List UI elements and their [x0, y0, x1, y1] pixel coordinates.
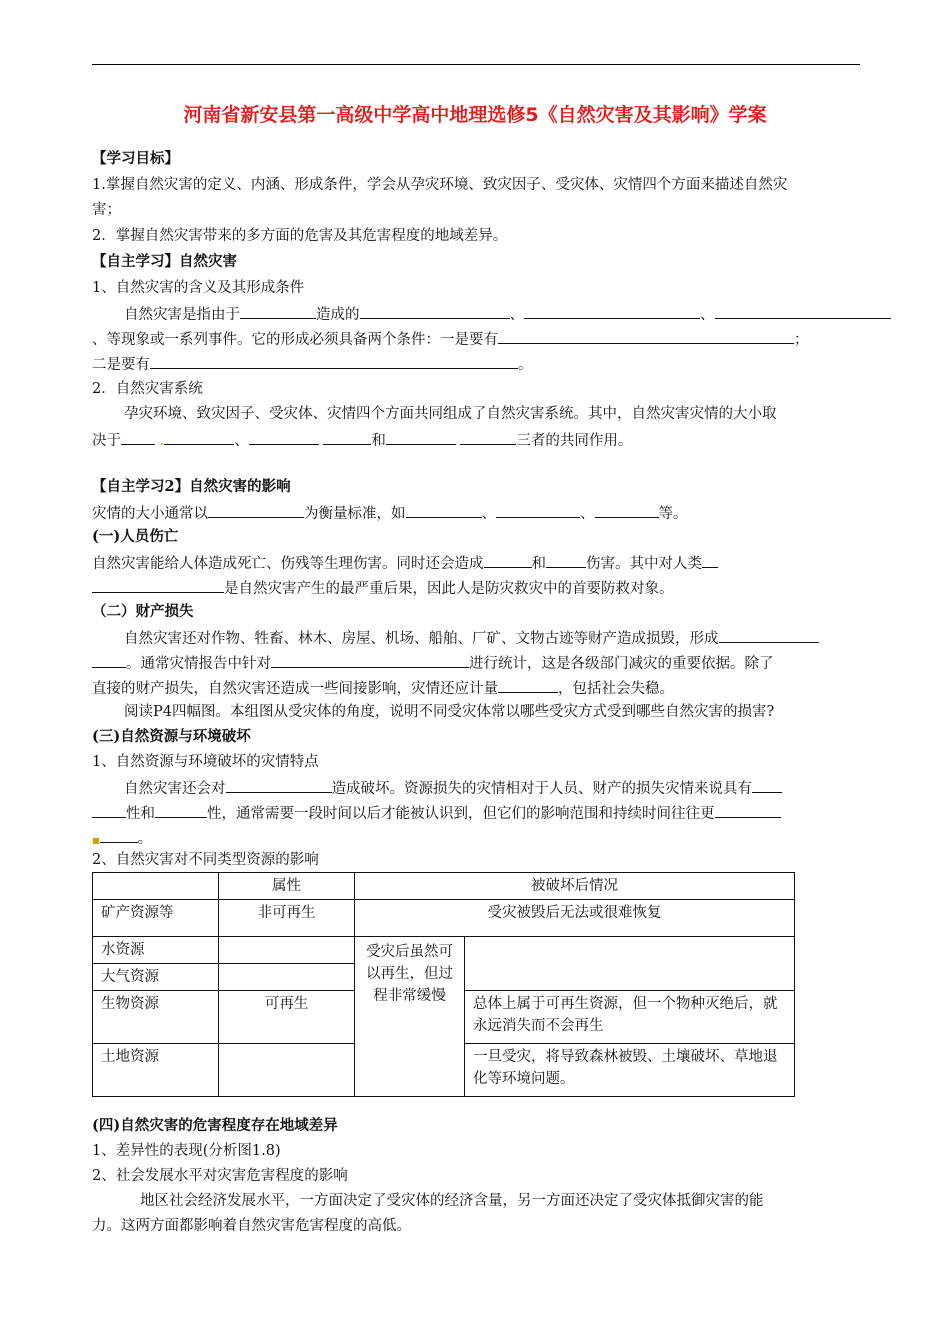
resource-impact-table	[92, 872, 795, 1097]
table-cell: 总体上属于可再生资源，但一个物种灭绝后，就永远消失而不会再生	[465, 991, 795, 1044]
table-cell	[219, 1044, 355, 1097]
section-goals-heading: 【学习目标】	[92, 150, 179, 167]
resource-paragraph-2: 性和 性，通常需要一段时间以后才能被认识到，但它们的影响范围和持续时间往往更	[92, 803, 781, 823]
section-self-study-2: 【自主学习2】自然灾害的影响	[92, 478, 291, 495]
table-cell: 矿产资源等	[93, 900, 219, 937]
table-cell-merged: 受灾后虽然可以再生，但过程非常缓慢	[355, 937, 465, 1097]
s1-item-1: 1、自然灾害的含义及其形成条件	[92, 280, 305, 296]
people-paragraph-2: 是自然灾害产生的最严重后果，因此人是防灾救灾中的首要防救对象。	[92, 578, 674, 598]
region-paragraph-1: 地区社会经济发展水平，一方面决定了受灾体的经济含量，另一方面还决定了受灾体抵御灾害的能	[140, 1193, 764, 1209]
table-cell: 受灾被毁后无法或很难恢复	[355, 900, 795, 937]
region-item-2: 2、社会发展水平对灾害危害程度的影响	[92, 1168, 348, 1184]
property-paragraph-2: 。通常灾情报告中针对 进行统计，这是各级部门减灾的重要依据。除了	[92, 653, 774, 673]
table-cell: 土地资源	[93, 1044, 219, 1097]
s1-paragraph-1: 自然灾害是指由于 造成的 、 、	[124, 304, 891, 324]
resource-paragraph-3: ■ 。	[92, 828, 152, 850]
resource-item-1: 1、自然资源与环境破坏的灾情特点	[92, 754, 319, 770]
s1-paragraph-3: 二是要有 。	[92, 354, 533, 374]
s1-paragraph-2: 、等现象或一系列事件。它的形成必须具备两个条件：一是要有 ；	[92, 329, 809, 349]
region-paragraph-2: 力。这两方面都影响着自然灾害危害程度的高低。	[92, 1218, 411, 1234]
table-cell	[465, 937, 795, 991]
heading-people: (一)人员伤亡	[92, 528, 179, 545]
goal-1-line-1: 1.掌握自然灾害的定义、内涵、形成条件，学会从孕灾环境、致灾因子、受灾体、灾情四个方面来描述自然灾	[92, 177, 788, 193]
region-item-1: 1、差异性的表现(分析图1.8)	[92, 1143, 281, 1159]
resource-item-2: 2、自然灾害对不同类型资源的影响	[92, 852, 319, 868]
property-paragraph-3: 直接的财产损失，自然灾害还造成一些间接影响，灾情还应计量 ，包括社会失稳。	[92, 678, 674, 698]
table-header-after: 被破坏后情况	[355, 873, 795, 900]
page-title: 河南省新安县第一高级中学高中地理选修5《自然灾害及其影响》学案	[183, 104, 767, 126]
table-cell: 生物资源	[93, 991, 219, 1044]
resource-paragraph-1: 自然灾害还会对 造成破坏。资源损失的灾情相对于人员、财产的损失灾情来说具有	[124, 778, 782, 798]
s1-item-2: 2．自然灾害系统	[92, 381, 203, 397]
property-paragraph-1: 自然灾害还对作物、牲畜、林木、房屋、机场、船舶、厂矿、文物古迹等财产造成损毁，形成	[124, 628, 819, 648]
s2-paragraph-1: 灾情的大小通常以 为衡量标准，如 、 、 等。	[92, 503, 688, 523]
table-cell	[219, 937, 355, 964]
section-self-study-1: 【自主学习】自然灾害	[92, 253, 237, 270]
heading-resource: (三)自然资源与环境破坏	[92, 728, 251, 745]
table-cell: 非可再生	[219, 900, 355, 937]
table-cell	[93, 873, 219, 900]
heading-region: (四)自然灾害的危害程度存在地域差异	[92, 1117, 338, 1134]
heading-property: （二）财产损失	[92, 603, 194, 620]
table-row	[93, 937, 795, 964]
property-paragraph-4: 阅读P4四幅图。本组图从受灾体的角度，说明不同受灾体常以哪些受灾方式受到哪些自然灾害的损害?	[124, 704, 775, 720]
table-cell	[219, 964, 355, 991]
goal-2: 2．掌握自然灾害带来的多方面的危害及其危害程度的地域差异。	[92, 228, 508, 244]
people-paragraph-1: 自然灾害能给人体造成死亡、伤残等生理伤害。同时还会造成 和 伤害。其中对人类	[92, 553, 718, 573]
table-cell: 水资源	[93, 937, 219, 964]
s1-2-paragraph-1: 孕灾环境、致灾因子、受灾体、灾情四个方面共同组成了自然灾害系统。其中，自然灾害灾情的大小取	[124, 406, 777, 422]
table-cell: 一旦受灾，将导致森林被毁、土壤破坏、草地退化等环境问题。	[465, 1044, 795, 1097]
table-cell: 可再生	[219, 991, 355, 1044]
table-header-attribute: 属性	[219, 873, 355, 900]
s1-2-paragraph-2: 决于 . 、 和 三者的共同作用。	[92, 430, 632, 450]
table-cell: 大气资源	[93, 964, 219, 991]
goal-1-line-2: 害；	[92, 202, 121, 218]
header-rule	[92, 64, 860, 65]
table-row	[93, 873, 795, 900]
table-row	[93, 900, 795, 937]
